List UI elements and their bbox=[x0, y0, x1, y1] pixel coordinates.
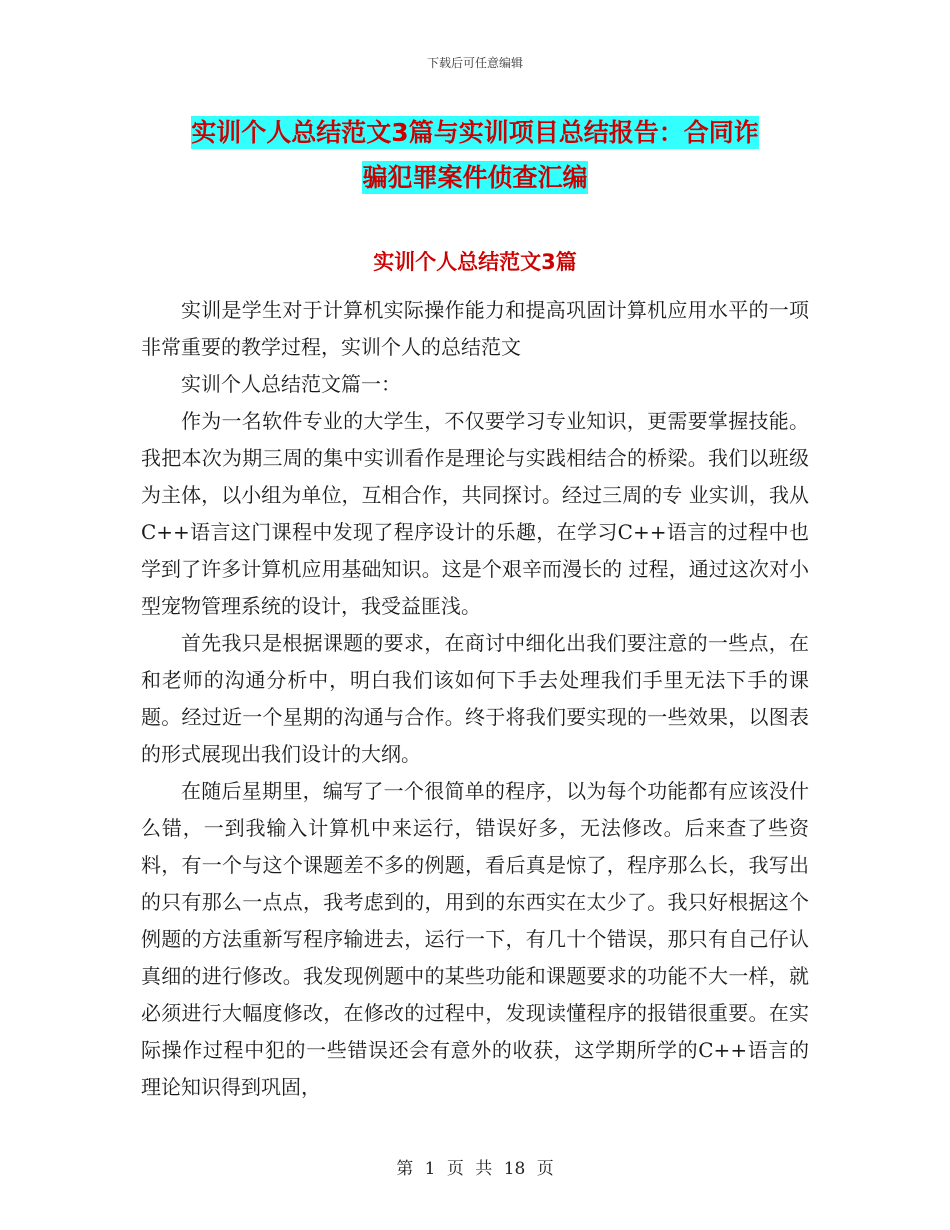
document-body bbox=[141, 292, 809, 1106]
document-title bbox=[130, 110, 820, 200]
paragraph-intro: 实训是学生对于计算机实际操作能力和提高巩固计算机应用水平的一项非常重要的教学过程，实训个人的总结范文 bbox=[141, 298, 809, 359]
paragraph-heading-part-one: 实训个人总结范文篇一： bbox=[181, 372, 401, 396]
document-title-line-1: 实训个人总结范文3篇与实训项目总结报告：合同诈 bbox=[191, 118, 759, 147]
document-title-line-2: 骗犯罪案件侦查汇编 bbox=[362, 163, 588, 192]
header-note: 下载后可任意编辑 bbox=[426, 56, 523, 70]
paragraph-3: 在随后星期里，编写了一个很简单的程序，以为每个功能都有应该没什么错，一到我输入计算机中来运行，错误好多，无法修改。后来查了些资料，有一个与这个课题差不多的例题，看后真是惊了，程序那么长，我写出的只有那么一点点，我考虑到的，用到的东西实在太少了。我只好根据这个例题的方法重新写程序输进去，运行一下，有几十个错误，那只有自己仔认真细的进行修改。我发现例题中的某些功能和课题要求的功能不大一样，就必须进行大幅度修改，在修改的过程中，发现读懂程序的报错很重要。在实际操作过程中犯的一些错误还会有意外的收获，这学期所学的C++语言的理论知识得到巩固， bbox=[141, 779, 809, 1099]
paragraph-2: 首先我只是根据课题的要求，在商讨中细化出我们要注意的一些点，在和老师的沟通分析中，明白我们该如何下手去处理我们手里无法下手的课题。经过近一个星期的沟通与合作。终于将我们要实现的一些效果，以图表的形式展现出我们设计的大纲。 bbox=[141, 631, 809, 766]
section-title: 实训个人总结范文3篇 bbox=[373, 250, 577, 274]
paragraph-1: 作为一名软件专业的大学生，不仅要学习专业知识，更需要掌握技能。我把本次为期三周的集中实训看作是理论与实践相结合的桥梁。我们以班级为主体，以小组为单位，互相合作，共同探讨。经过三周的专 业实训，我从C++语言这门课程中发现了程序设计的乐趣，在学习C++语言的过程中也学到了许多计算机应用基础知识。这是个艰辛而漫长的 过程，通过这次对小型宠物管理系统的设计，我受益匪浅。 bbox=[141, 409, 809, 618]
page-footer: 第 1 页 共 18 页 bbox=[396, 1159, 554, 1179]
